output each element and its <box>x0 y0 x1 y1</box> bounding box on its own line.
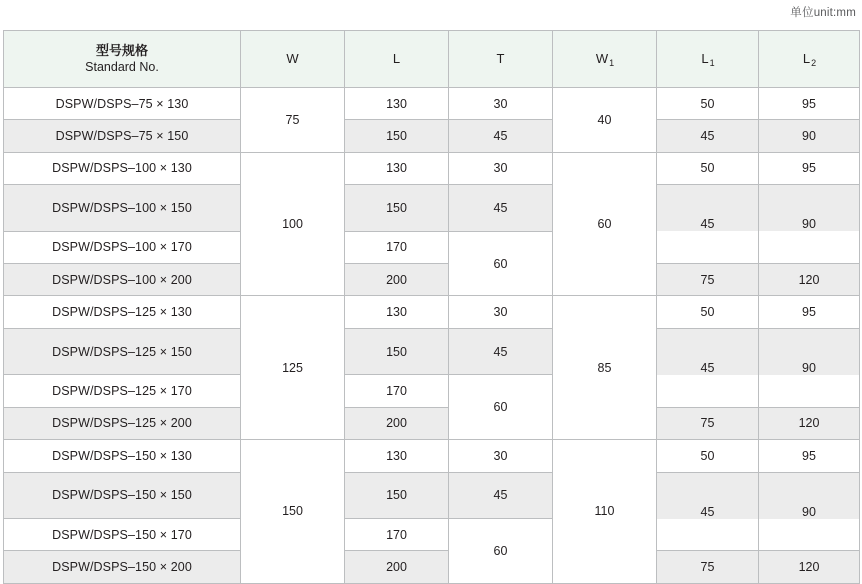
cell-l1: 50 <box>657 440 759 472</box>
cell-t: 45 <box>449 328 553 375</box>
cell-l1: 45 <box>657 328 759 375</box>
cell-l1: 50 <box>657 296 759 328</box>
cell-l1: 50 <box>657 88 759 120</box>
cell-standard-no: DSPW/DSPS–75 × 150 <box>4 120 241 152</box>
cell-w1: 85 <box>553 296 657 440</box>
cell-t: 45 <box>449 185 553 232</box>
table-row <box>4 519 860 551</box>
column-header-standard-no <box>4 31 241 88</box>
column-header-w1 <box>553 31 657 88</box>
table-row <box>4 407 860 439</box>
cell-standard-no: DSPW/DSPS–150 × 170 <box>4 519 241 551</box>
cell-l: 150 <box>345 185 449 232</box>
column-header-l2-subscript: 2 <box>811 58 817 69</box>
cell-l1: 75 <box>657 407 759 439</box>
cell-standard-no: DSPW/DSPS–75 × 130 <box>4 88 241 120</box>
column-header-l2-base: L <box>802 51 811 67</box>
cell-l: 130 <box>345 296 449 328</box>
cell-t: 45 <box>449 472 553 519</box>
cell-standard-no: DSPW/DSPS–150 × 150 <box>4 472 241 519</box>
cell-standard-no: DSPW/DSPS–100 × 170 <box>4 231 241 263</box>
cell-l2: 95 <box>759 152 860 184</box>
cell-w1: 110 <box>553 440 657 584</box>
table-header <box>4 31 860 88</box>
cell-l: 130 <box>345 88 449 120</box>
cell-l1: 75 <box>657 551 759 583</box>
cell-l: 150 <box>345 472 449 519</box>
cell-l2: 95 <box>759 440 860 472</box>
cell-t: 30 <box>449 88 553 120</box>
table-row <box>4 231 860 263</box>
table-row <box>4 472 860 519</box>
column-header-l1-subscript: 1 <box>709 58 715 69</box>
table-row <box>4 328 860 375</box>
cell-w: 75 <box>241 88 345 153</box>
cell-l1 <box>657 231 759 263</box>
cell-w: 150 <box>241 440 345 584</box>
cell-t: 30 <box>449 296 553 328</box>
cell-l2: 120 <box>759 407 860 439</box>
cell-standard-no: DSPW/DSPS–100 × 200 <box>4 264 241 296</box>
cell-l2: 90 <box>759 472 860 519</box>
cell-l1 <box>657 375 759 407</box>
cell-standard-no: DSPW/DSPS–100 × 150 <box>4 185 241 232</box>
column-header-t: T <box>449 31 553 88</box>
table-row <box>4 264 860 296</box>
cell-l2: 120 <box>759 551 860 583</box>
cell-l2 <box>759 231 860 263</box>
column-header-w: W <box>241 31 345 88</box>
table-body <box>4 88 860 584</box>
cell-l1: 75 <box>657 264 759 296</box>
cell-standard-no: DSPW/DSPS–100 × 130 <box>4 152 241 184</box>
cell-standard-no: DSPW/DSPS–125 × 130 <box>4 296 241 328</box>
cell-t: 60 <box>449 231 553 296</box>
cell-l1: 45 <box>657 472 759 519</box>
cell-l: 200 <box>345 551 449 583</box>
column-header-l1 <box>657 31 759 88</box>
cell-l: 150 <box>345 328 449 375</box>
cell-l2: 90 <box>759 120 860 152</box>
cell-l1: 45 <box>657 120 759 152</box>
cell-l: 130 <box>345 440 449 472</box>
table-row <box>4 440 860 472</box>
cell-standard-no: DSPW/DSPS–125 × 200 <box>4 407 241 439</box>
cell-l2: 95 <box>759 296 860 328</box>
cell-t: 30 <box>449 152 553 184</box>
table-row <box>4 88 860 120</box>
cell-l2: 120 <box>759 264 860 296</box>
cell-standard-no: DSPW/DSPS–125 × 170 <box>4 375 241 407</box>
cell-l: 170 <box>345 375 449 407</box>
cell-w: 100 <box>241 152 345 296</box>
column-header-l1-base: L <box>701 51 709 67</box>
cell-standard-no: DSPW/DSPS–150 × 130 <box>4 440 241 472</box>
cell-l: 130 <box>345 152 449 184</box>
column-header-standard-no-en: Standard No. <box>85 60 159 75</box>
cell-l: 170 <box>345 519 449 551</box>
cell-t: 60 <box>449 519 553 584</box>
cell-l1 <box>657 519 759 551</box>
specification-table <box>3 30 860 584</box>
cell-t: 60 <box>449 375 553 440</box>
column-header-standard-no-cn: 型号规格 <box>95 42 148 58</box>
table-row <box>4 152 860 184</box>
cell-t: 45 <box>449 120 553 152</box>
cell-w1: 40 <box>553 88 657 153</box>
table-row <box>4 120 860 152</box>
cell-l2: 95 <box>759 88 860 120</box>
column-header-l: L <box>345 31 449 88</box>
table-row <box>4 185 860 232</box>
cell-l2: 90 <box>759 328 860 375</box>
cell-l2 <box>759 375 860 407</box>
cell-standard-no: DSPW/DSPS–125 × 150 <box>4 328 241 375</box>
cell-standard-no: DSPW/DSPS–150 × 200 <box>4 551 241 583</box>
table-row <box>4 296 860 328</box>
cell-w1: 60 <box>553 152 657 296</box>
cell-l2: 90 <box>759 185 860 232</box>
cell-t: 30 <box>449 440 553 472</box>
cell-l: 200 <box>345 264 449 296</box>
cell-l: 170 <box>345 231 449 263</box>
column-header-w1-base: W <box>595 51 609 67</box>
cell-l: 200 <box>345 407 449 439</box>
table-row <box>4 375 860 407</box>
cell-w: 125 <box>241 296 345 440</box>
table-row <box>4 551 860 583</box>
table-header-row <box>4 31 860 88</box>
cell-l: 150 <box>345 120 449 152</box>
cell-l2 <box>759 519 860 551</box>
column-header-w1-subscript: 1 <box>609 58 615 69</box>
cell-l1: 50 <box>657 152 759 184</box>
unit-note: 单位unit:mm <box>790 7 856 19</box>
column-header-l2 <box>759 31 860 88</box>
cell-l1: 45 <box>657 185 759 232</box>
